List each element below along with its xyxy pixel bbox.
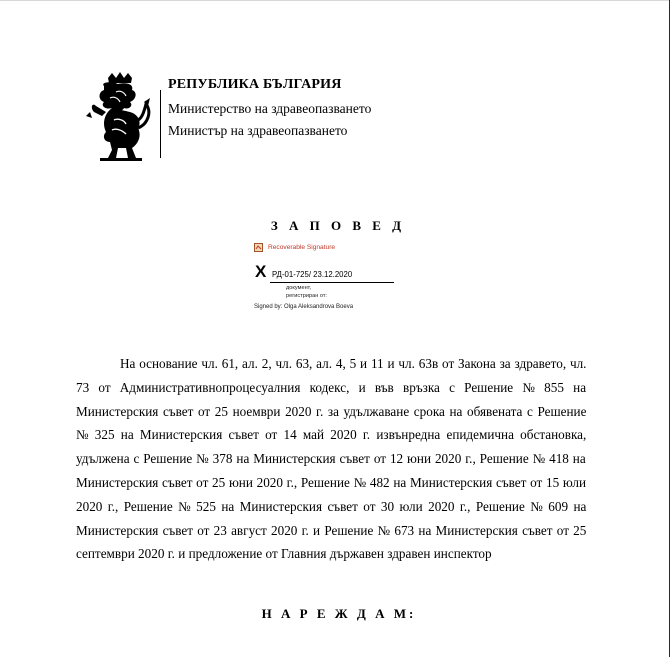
- body-line: На основание чл. 61, ал. 2, чл. 63, ал. 4, 5 и 11 и чл. 63в от Закона за здравето, чл.: [120, 356, 587, 371]
- body-line: Министерския съвет от 23 август 2020 г. и Решение № 673 на Министерския съвет от 25: [76, 522, 587, 538]
- body-line: № 325 на Министерския съвет от 14 май 2020 г. извънредна епидемична обстановка,: [76, 427, 587, 443]
- body-line: Министерския съвет от 25 ноември 2020 г. за удължаване срока на обявената с Решение: [76, 403, 587, 419]
- signature-caption-registered: регистриран от:: [286, 293, 327, 299]
- signature-mark: X: [255, 262, 267, 281]
- ministry-name: Министерство на здравеопазването: [168, 101, 372, 116]
- letterhead-divider: [160, 90, 161, 158]
- body-line: септември 2020 г. и предложение от Главния държавен здравен инспектор: [76, 546, 492, 562]
- page-top-edge: [0, 0, 670, 1]
- body-line: 73 от Административнопроцесуалния кодекс, и във връзка с Решение № 855 на: [76, 379, 587, 395]
- minister-title: Министър на здравеопазването: [168, 123, 348, 138]
- signature-line: [270, 282, 394, 283]
- bulgarian-lion-emblem-icon: [82, 72, 156, 162]
- republic-title: РЕПУБЛИКА БЪЛГАРИЯ: [168, 77, 342, 92]
- registration-number: РД-01-725/ 23.12.2020: [272, 270, 353, 279]
- order-body: [76, 352, 586, 566]
- digital-signature-block[interactable]: [250, 238, 396, 313]
- body-line: Министерския съвет от 25 юни 2020 г., Решение № 482 на Министерския съвет от 15 юли: [76, 474, 587, 490]
- signed-by: Signed by: Olga Aleksandrova Boeva: [254, 304, 354, 310]
- order-heading: Н А Р Е Ж Д А М:: [261, 606, 417, 621]
- document-title: З А П О В Е Д: [270, 218, 406, 233]
- signature-caption-document: документ,: [286, 285, 312, 291]
- recoverable-signature-label: Recoverable Signature: [268, 244, 336, 251]
- letterhead: [82, 72, 482, 162]
- signature-file-icon: [254, 243, 263, 252]
- signature-header: [254, 243, 335, 252]
- body-line: удължена с Решение № 378 на Министерския съвет от 12 юни 2020 г., Решение № 418 на: [76, 451, 586, 467]
- body-line: 2020 г., Решение № 525 на Министерския съвет от 30 юли 2020 г., Решение № 609 на: [76, 498, 587, 514]
